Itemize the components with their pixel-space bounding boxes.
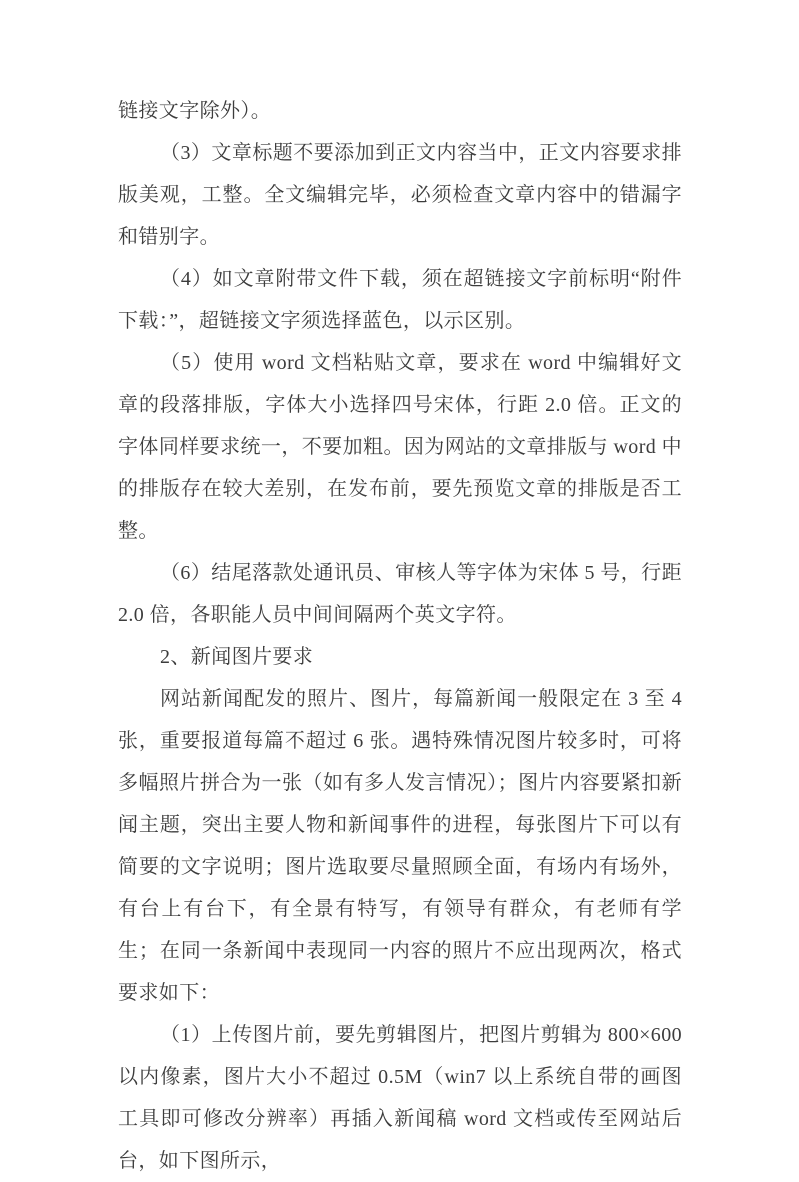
paragraph-item-6: （6）结尾落款处通讯员、审核人等字体为宋体 5 号，行距 2.0 倍，各职能人员中间间隔两个英文字符。: [118, 562, 682, 626]
paragraph-item-1-upload: （1）上传图片前，要先剪辑图片，把图片剪辑为 800×600 以内像素，图片大小不超过 0.5M（win7 以上系统自带的画图工具即可修改分辨率）再插入新闻稿 word 文档或传至网站后台，如下图所示，: [118, 1024, 682, 1172]
paragraph-continuation: 链接文字除外）。: [118, 100, 272, 122]
paragraph-item-4: （4）如文章附带文件下载，须在超链接文字前标明“附件下载：”，超链接文字须选择蓝色，以示区别。: [118, 268, 682, 332]
paragraph-item-3: （3）文章标题不要添加到正文内容当中，正文内容要求排版美观，工整。全文编辑完毕，必须检查文章内容中的错漏字和错别字。: [118, 142, 682, 248]
section-heading-news-images: 2、新闻图片要求: [160, 646, 314, 668]
paragraph-image-requirements-intro: 网站新闻配发的照片、图片，每篇新闻一般限定在 3 至 4 张，重要报道每篇不超过 6 张。遇特殊情况图片较多时，可将多幅照片拼合为一张（如有多人发言情况）；图片内容要紧扣新闻主题，突出主要人物和新闻事件的进程，每张图片下可以有简要的文字说明；图片选取要尽量照顾全面，有场内有场外，有台上有台下，有全景有特写，有领导有群众，有老师有学生；在同一条新闻中表现同一内容的照片不应出现两次，格式要求如下：: [118, 688, 682, 1004]
paragraph-item-5: （5）使用 word 文档粘贴文章，要求在 word 中编辑好文章的段落排版，字体大小选择四号宋体，行距 2.0 倍。正文的字体同样要求统一，不要加粗。因为网站的文章排版与 word 中的排版存在较大差别，在发布前，要先预览文章的排版是否工整。: [118, 352, 682, 542]
